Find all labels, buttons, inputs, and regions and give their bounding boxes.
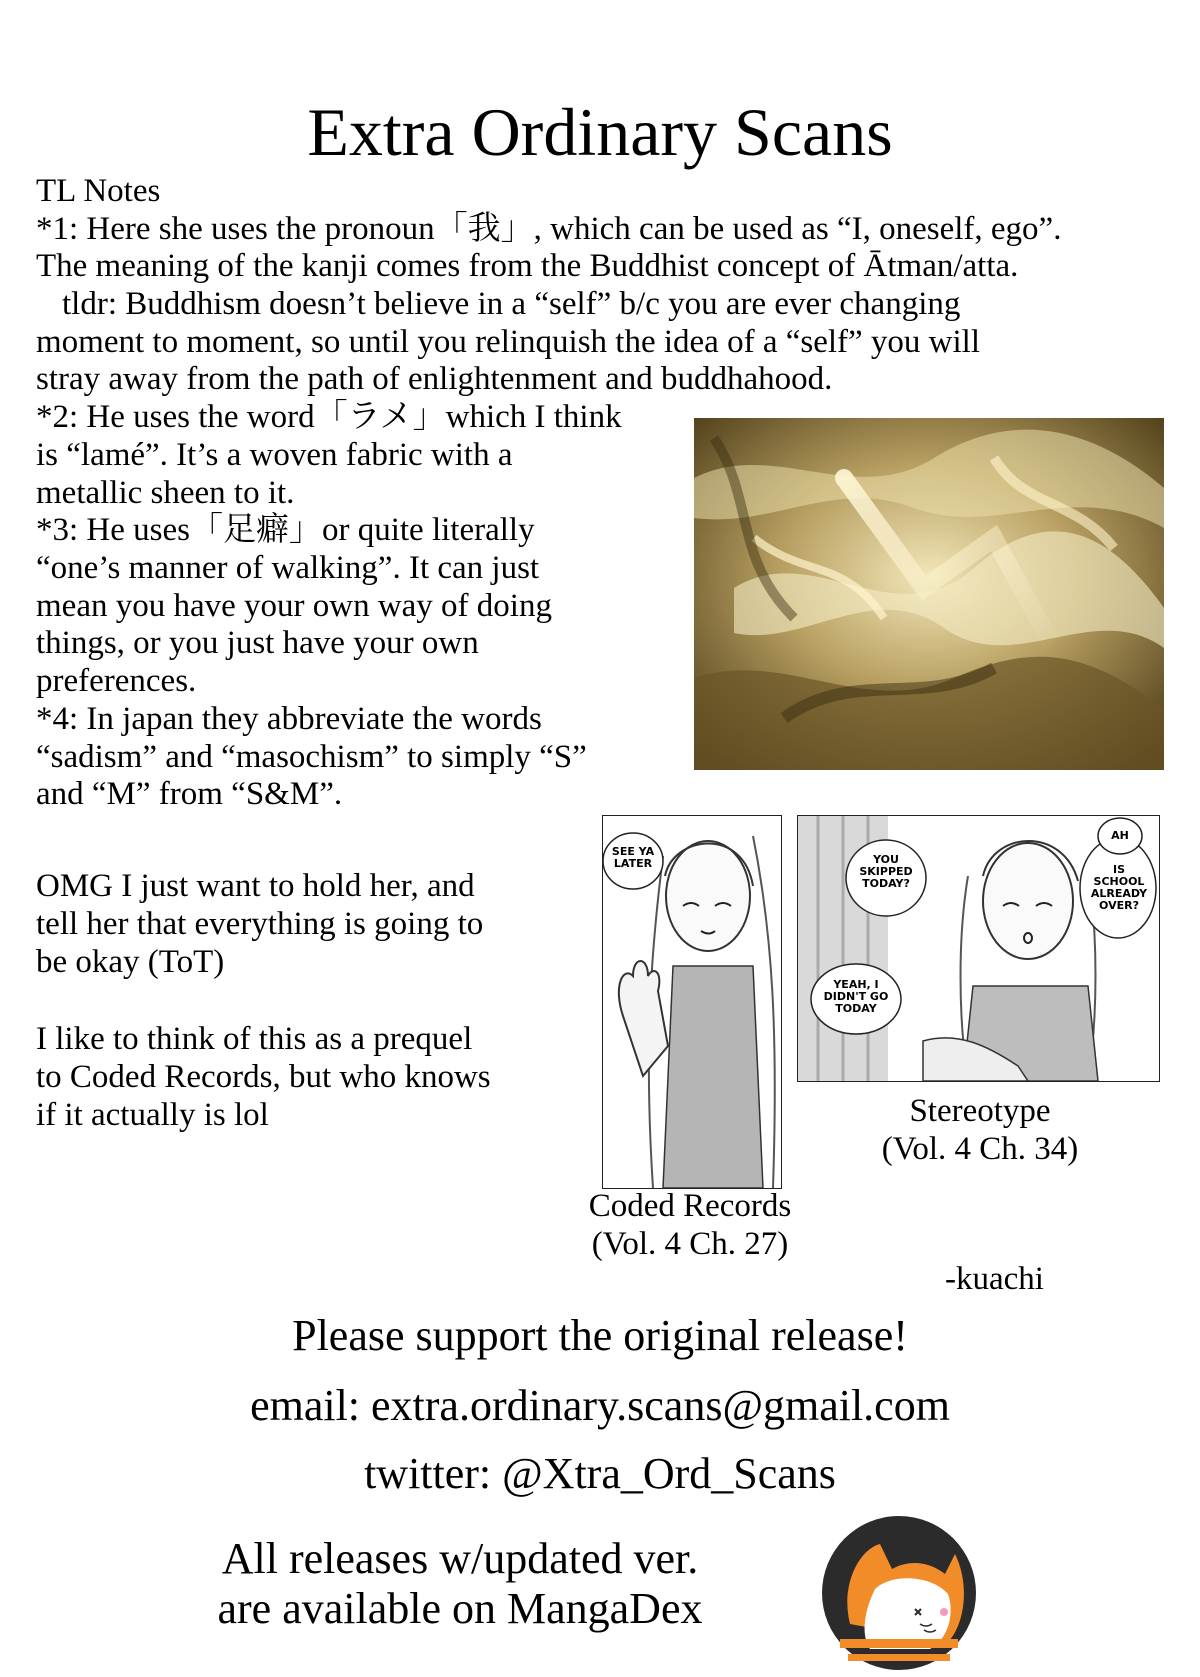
note-line: *3: He uses「足癖」or quite literally [36,512,535,548]
stereotype-panel [797,815,1160,1082]
comment-line: OMG I just want to hold her, and [36,868,475,904]
note-line: “one’s manner of walking”. It can just [36,550,540,586]
speech-bubble: SEE YA LATER [611,845,655,870]
speech-bubble: IS SCHOOL ALREADY OVER? [1090,863,1148,912]
note-line: The meaning of the kanji comes from the Buddhist concept of Ātman/atta. [36,248,1019,284]
coded-records-caption: (Vol. 4 Ch. 27) [591,1226,789,1262]
coded-records-caption: Coded Records [588,1188,792,1224]
note-line: mean you have your own way of doing [36,588,552,624]
note-line: is “lamé”. It’s a woven fabric with a [36,437,513,473]
note-line: “sadism” and “masochism” to simply “S” [36,739,587,775]
note-line: *4: In japan they abbreviate the words [36,701,542,737]
note-line: things, or you just have your own [36,625,479,661]
twitter-text: twitter: @Xtra_Ord_Scans [364,1449,836,1498]
signature: -kuachi [945,1261,1044,1297]
comment-line: to Coded Records, but who knows [36,1059,491,1095]
email-text: email: extra.ordinary.scans@gmail.com [250,1381,950,1430]
note-line: preferences. [36,663,197,699]
tl-notes-heading: TL Notes [36,173,161,209]
mangadex-cat-logo-icon [820,1514,978,1672]
comment-line: I like to think of this as a prequel [36,1021,473,1057]
note-line: tldr: Buddhism doesn’t believe in a “self” b/c you are ever changing [62,286,961,322]
note-line: *2: He uses the word「ラメ」which I think [36,399,622,435]
comment-line: if it actually is lol [36,1097,269,1133]
note-line: stray away from the path of enlightenment and buddhahood. [36,361,833,397]
note-line: and “M” from “S&M”. [36,776,343,812]
stereotype-caption: (Vol. 4 Ch. 34) [881,1131,1079,1167]
speech-bubble: YEAH, I DIDN'T GO TODAY [823,978,889,1015]
support-text: Please support the original release! [292,1311,908,1360]
note-line: metallic sheen to it. [36,475,295,511]
releases-text: All releases w/updated ver. are available on MangaDex [217,1534,703,1633]
coded-records-panel [602,815,782,1189]
page-title: Extra Ordinary Scans [307,94,893,170]
note-line: moment to moment, so until you relinquish the idea of a “self” you will [36,324,980,360]
speech-bubble: AH [1111,829,1129,842]
note-line: *1: Here she uses the pronoun「我」, which can be used as “I, oneself, ego”. [36,211,1062,247]
gold-fabric-image [694,418,1164,770]
comment-line: be okay (ToT) [36,944,225,980]
stereotype-caption: Stereotype [909,1093,1051,1129]
speech-bubble: YOU SKIPPED TODAY? [859,853,913,890]
comment-line: tell her that everything is going to [36,906,484,942]
